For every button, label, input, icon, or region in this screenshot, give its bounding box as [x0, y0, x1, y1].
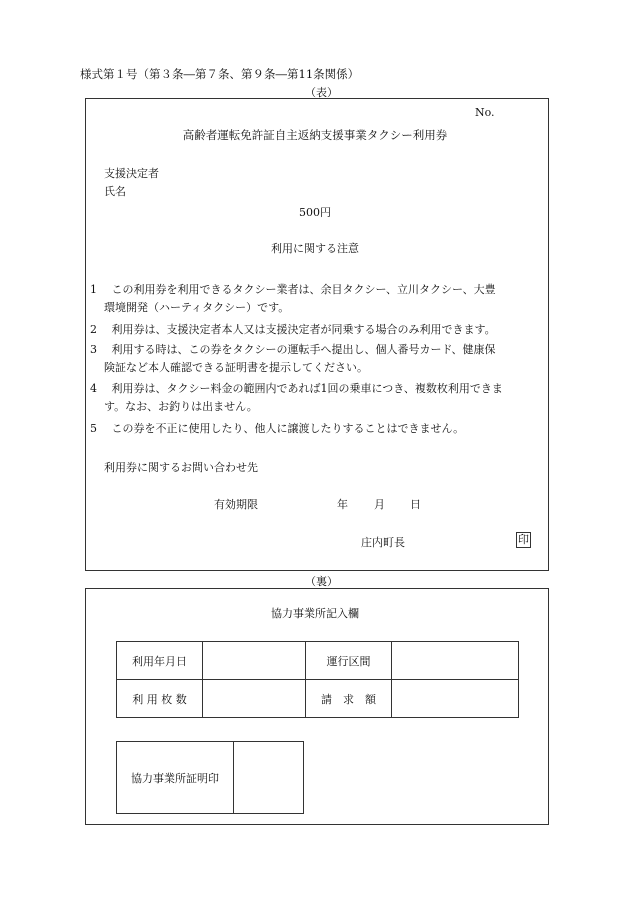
note-3-line-2: 険証など本人確認できる証明書を提示してください。: [104, 361, 368, 374]
ticket-number-label: No.: [475, 106, 495, 119]
issuer-label: 庄内町長: [361, 536, 405, 549]
usage-date-cell[interactable]: [203, 642, 306, 680]
back-side-label: （裏）: [305, 575, 338, 588]
note-5-line-1: 5 この券を不正に使用したり、他人に譲渡したりすることはできません。: [90, 422, 465, 435]
cert-seal-label: 協力事業所証明印: [117, 742, 234, 814]
name-label: 氏名: [104, 185, 126, 198]
note-4-line-2: す。なお、お釣りは出ません。: [104, 400, 258, 413]
note-4-line-1: 4 利用券は、タクシー料金の範囲内であれば1回の乗車につき、複数枚利用できま: [90, 382, 503, 395]
note-2-line-1: 2 利用券は、支援決定者本人又は支援決定者が同乗する場合のみ利用できます。: [90, 323, 496, 336]
note-1-line-2: 環境開発（ハーティタクシー）です。: [104, 301, 290, 314]
seal-mark: 印: [518, 533, 529, 546]
recipient-label: 支援決定者: [104, 167, 159, 180]
validity-month-label: 月: [374, 498, 385, 511]
note-3-line-1: 3 利用する時は、この券をタクシーの運転手へ提出し、個人番号カード、健康保: [90, 343, 496, 356]
ticket-title: 高齢者運転免許証自主返納支援事業タクシー利用券: [182, 128, 448, 142]
back-title: 協力事業所記入欄: [271, 607, 359, 620]
cert-seal-table: [116, 741, 304, 814]
validity-year-label: 年: [337, 498, 348, 511]
validity-label: 有効期限: [214, 498, 258, 511]
sheets-cell[interactable]: [203, 680, 306, 718]
cert-seal-cell[interactable]: [234, 742, 304, 814]
note-1-line-1: 1 この利用券を利用できるタクシー業者は、余目タクシー、立川タクシー、大豊: [90, 283, 496, 296]
inquiry-label: 利用券に関するお問い合わせ先: [104, 461, 258, 474]
notes-heading: 利用に関する注意: [271, 242, 359, 255]
billing-label: 請 求 額: [306, 680, 392, 718]
form-reference: 様式第１号（第３条―第７条、第９条―第11条関係）: [80, 67, 360, 81]
table-row: [117, 680, 519, 718]
table-row: [117, 742, 304, 814]
record-table: [116, 641, 519, 718]
route-label: 運行区間: [306, 642, 392, 680]
route-cell[interactable]: [392, 642, 519, 680]
sheets-label: 利 用 枚 数: [117, 680, 203, 718]
ticket-amount: 500円: [299, 206, 331, 219]
front-side-label: （表）: [305, 86, 338, 99]
billing-cell[interactable]: [392, 680, 519, 718]
table-row: [117, 642, 519, 680]
usage-date-label: 利用年月日: [117, 642, 203, 680]
validity-day-label: 日: [410, 498, 421, 511]
